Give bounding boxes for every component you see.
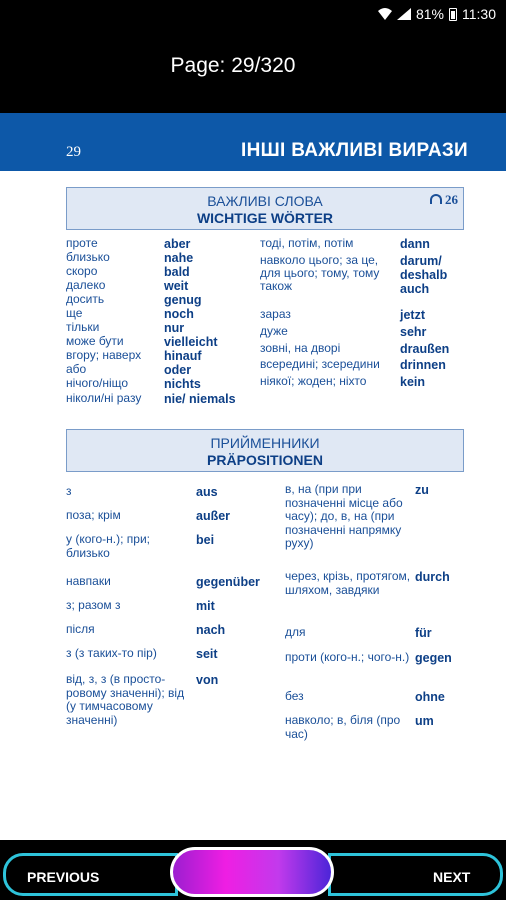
term-uk: з (з таких-то пір) bbox=[66, 646, 157, 660]
term-de: bald bbox=[164, 265, 190, 279]
next-button[interactable] bbox=[328, 853, 503, 896]
clock: 11:30 bbox=[462, 6, 496, 22]
headphones-icon bbox=[430, 194, 442, 204]
term-uk: від, з, з (в просто-ровому значенні); від (у тимчасовому значенні) bbox=[66, 672, 185, 727]
term-de: oder bbox=[164, 363, 192, 377]
term-de: drinnen bbox=[400, 358, 446, 372]
next-label: NEXT bbox=[433, 869, 471, 885]
previous-label: PREVIOUS bbox=[27, 869, 100, 885]
term-uk: тільки bbox=[66, 320, 100, 334]
term-de: ohne bbox=[415, 690, 445, 704]
term-uk: вгору; наверх bbox=[66, 348, 142, 362]
term-de: bei bbox=[196, 533, 215, 547]
term-de: nach bbox=[196, 623, 226, 637]
term-de: zu bbox=[415, 483, 429, 497]
term-de: genug bbox=[164, 293, 202, 307]
term-de: sehr bbox=[400, 325, 427, 339]
term-de: aus bbox=[196, 485, 218, 499]
battery-percent: 81% bbox=[415, 6, 444, 22]
section-title-uk: ПРИЙМЕННИКИ bbox=[210, 435, 320, 451]
term-de: draußen bbox=[400, 342, 450, 356]
term-de: nahe bbox=[164, 251, 194, 265]
term-de: hinauf bbox=[164, 349, 202, 363]
term-de: gegenüber bbox=[196, 575, 260, 589]
term-uk: зовні, на дворі bbox=[260, 341, 341, 355]
term-de: noch bbox=[164, 307, 194, 321]
term-de: für bbox=[415, 626, 432, 640]
navigation-bar bbox=[0, 840, 506, 900]
wifi-icon bbox=[378, 8, 392, 20]
term-uk: дуже bbox=[260, 324, 288, 338]
term-uk: нічого/ніщо bbox=[66, 376, 129, 390]
term-uk: навколо; в, біля (про час) bbox=[285, 713, 401, 741]
term-uk: поза; крім bbox=[66, 508, 121, 522]
status-bar bbox=[0, 0, 506, 31]
term-de: nur bbox=[164, 321, 185, 335]
term-uk: далеко bbox=[66, 278, 106, 292]
term-de: durch bbox=[415, 570, 450, 584]
term-de: mit bbox=[196, 599, 215, 613]
section-header-prepositions bbox=[66, 429, 464, 472]
book-page bbox=[0, 113, 506, 840]
term-de: weit bbox=[164, 279, 189, 293]
term-de: von bbox=[196, 673, 219, 687]
term-uk: ніколи/ні разу bbox=[66, 391, 142, 405]
signal-icon bbox=[397, 8, 411, 20]
page-title: ІНШІ ВАЖЛИВІ ВИРАЗИ bbox=[241, 140, 468, 161]
term-de: kein bbox=[400, 375, 426, 389]
term-uk: всередині; зсередини bbox=[260, 357, 380, 371]
term-de: aber bbox=[164, 237, 191, 251]
term-uk: зараз bbox=[260, 307, 291, 321]
term-uk: може бути bbox=[66, 334, 124, 348]
term-uk: без bbox=[285, 689, 304, 703]
page-header-band bbox=[0, 113, 506, 171]
app-header bbox=[0, 31, 506, 113]
term-uk: тоді, потім, потім bbox=[260, 236, 354, 250]
term-uk: близько bbox=[66, 250, 110, 264]
battery-icon bbox=[449, 8, 457, 21]
term-uk: у (кого-н.); при; близько bbox=[66, 532, 151, 560]
term-uk: з; разом з bbox=[66, 598, 121, 612]
section-title-uk: ВАЖЛИВІ СЛОВА bbox=[207, 193, 323, 209]
term-uk: ще bbox=[66, 306, 83, 320]
term-de: dann bbox=[400, 237, 430, 251]
term-uk: через, крізь, протягом, шляхом, завдяки bbox=[285, 569, 411, 597]
page-number: 29 bbox=[66, 144, 81, 160]
term-uk: навпаки bbox=[66, 574, 111, 588]
audio-track[interactable] bbox=[430, 192, 458, 208]
audio-track-number: 26 bbox=[445, 192, 458, 207]
term-de: nichts bbox=[164, 377, 201, 391]
term-uk: або bbox=[66, 362, 87, 376]
section-title-de: PRÄPOSITIONEN bbox=[207, 452, 323, 468]
term-uk: після bbox=[66, 622, 95, 636]
term-de: vielleicht bbox=[164, 335, 218, 349]
term-de: außer bbox=[196, 509, 231, 523]
term-de: jetzt bbox=[400, 308, 425, 322]
term-uk: досить bbox=[66, 292, 105, 306]
term-uk: ніякої; жоден; ніхто bbox=[260, 374, 367, 388]
term-de: seit bbox=[196, 647, 218, 661]
term-de: gegen bbox=[415, 651, 452, 665]
term-uk: навколо цього; за це, для цього; тому, тому також bbox=[260, 253, 380, 293]
term-de: um bbox=[415, 714, 434, 728]
term-de: darum/ deshalb auch bbox=[400, 254, 448, 296]
term-uk: проти (кого-н.; чого-н.) bbox=[285, 650, 410, 664]
term-uk: з bbox=[66, 484, 72, 498]
page-indicator: Page: 29/320 bbox=[170, 54, 296, 77]
term-uk: в, на (при при позначенні місце або часу); до, в, на (при позначенні напрямку руху) bbox=[285, 482, 403, 550]
term-uk: для bbox=[285, 625, 306, 639]
section-header-words bbox=[66, 187, 464, 230]
term-uk: скоро bbox=[66, 264, 98, 278]
section-title-de: WICHTIGE WÖRTER bbox=[196, 210, 334, 226]
page-scrubber[interactable] bbox=[170, 847, 334, 897]
term-uk: проте bbox=[66, 236, 98, 250]
term-de: nie/ niemals bbox=[164, 392, 236, 406]
